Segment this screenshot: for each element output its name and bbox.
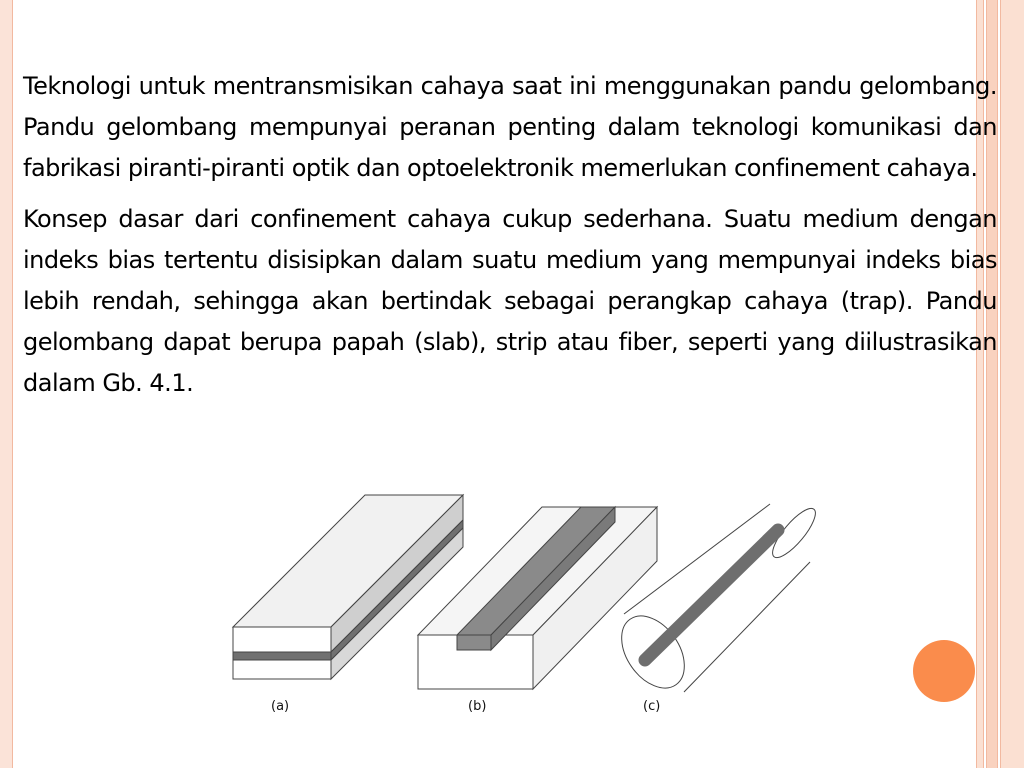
- paragraph-1: Teknologi untuk mentransmisikan cahaya saat ini menggunakan pandu gelombang. Pandu gelombang mempunyai peranan penting dalam teknologi komunikasi dan fabrikasi piranti-piranti optik dan optoelektronik memerlukan confinement cahaya.: [23, 72, 997, 182]
- right-border-stripe: [1000, 0, 1024, 768]
- paragraph-2: Konsep dasar dari confinement cahaya cukup sederhana. Suatu medium dengan indeks bias tertentu disisipkan dalam suatu medium yang mempunyai indeks bias lebih rendah, sehingga akan bertindak sebagai perangkap cahaya (trap). Pandu gelombang dapat berupa papah (slab), strip atau fiber, seperti yang diilustrasikan dalam Gb. 4.1.: [23, 205, 997, 397]
- left-border-decoration: [0, 0, 13, 768]
- waveguide-illustration: [225, 492, 825, 722]
- figure-label-b: (b): [468, 699, 487, 714]
- slide-body: [23, 66, 997, 414]
- figure-label-a: (a): [271, 699, 290, 714]
- decorative-orange-circle: [913, 640, 975, 702]
- figure-label-c: (c): [643, 699, 661, 714]
- waveguide-figure: [225, 492, 825, 722]
